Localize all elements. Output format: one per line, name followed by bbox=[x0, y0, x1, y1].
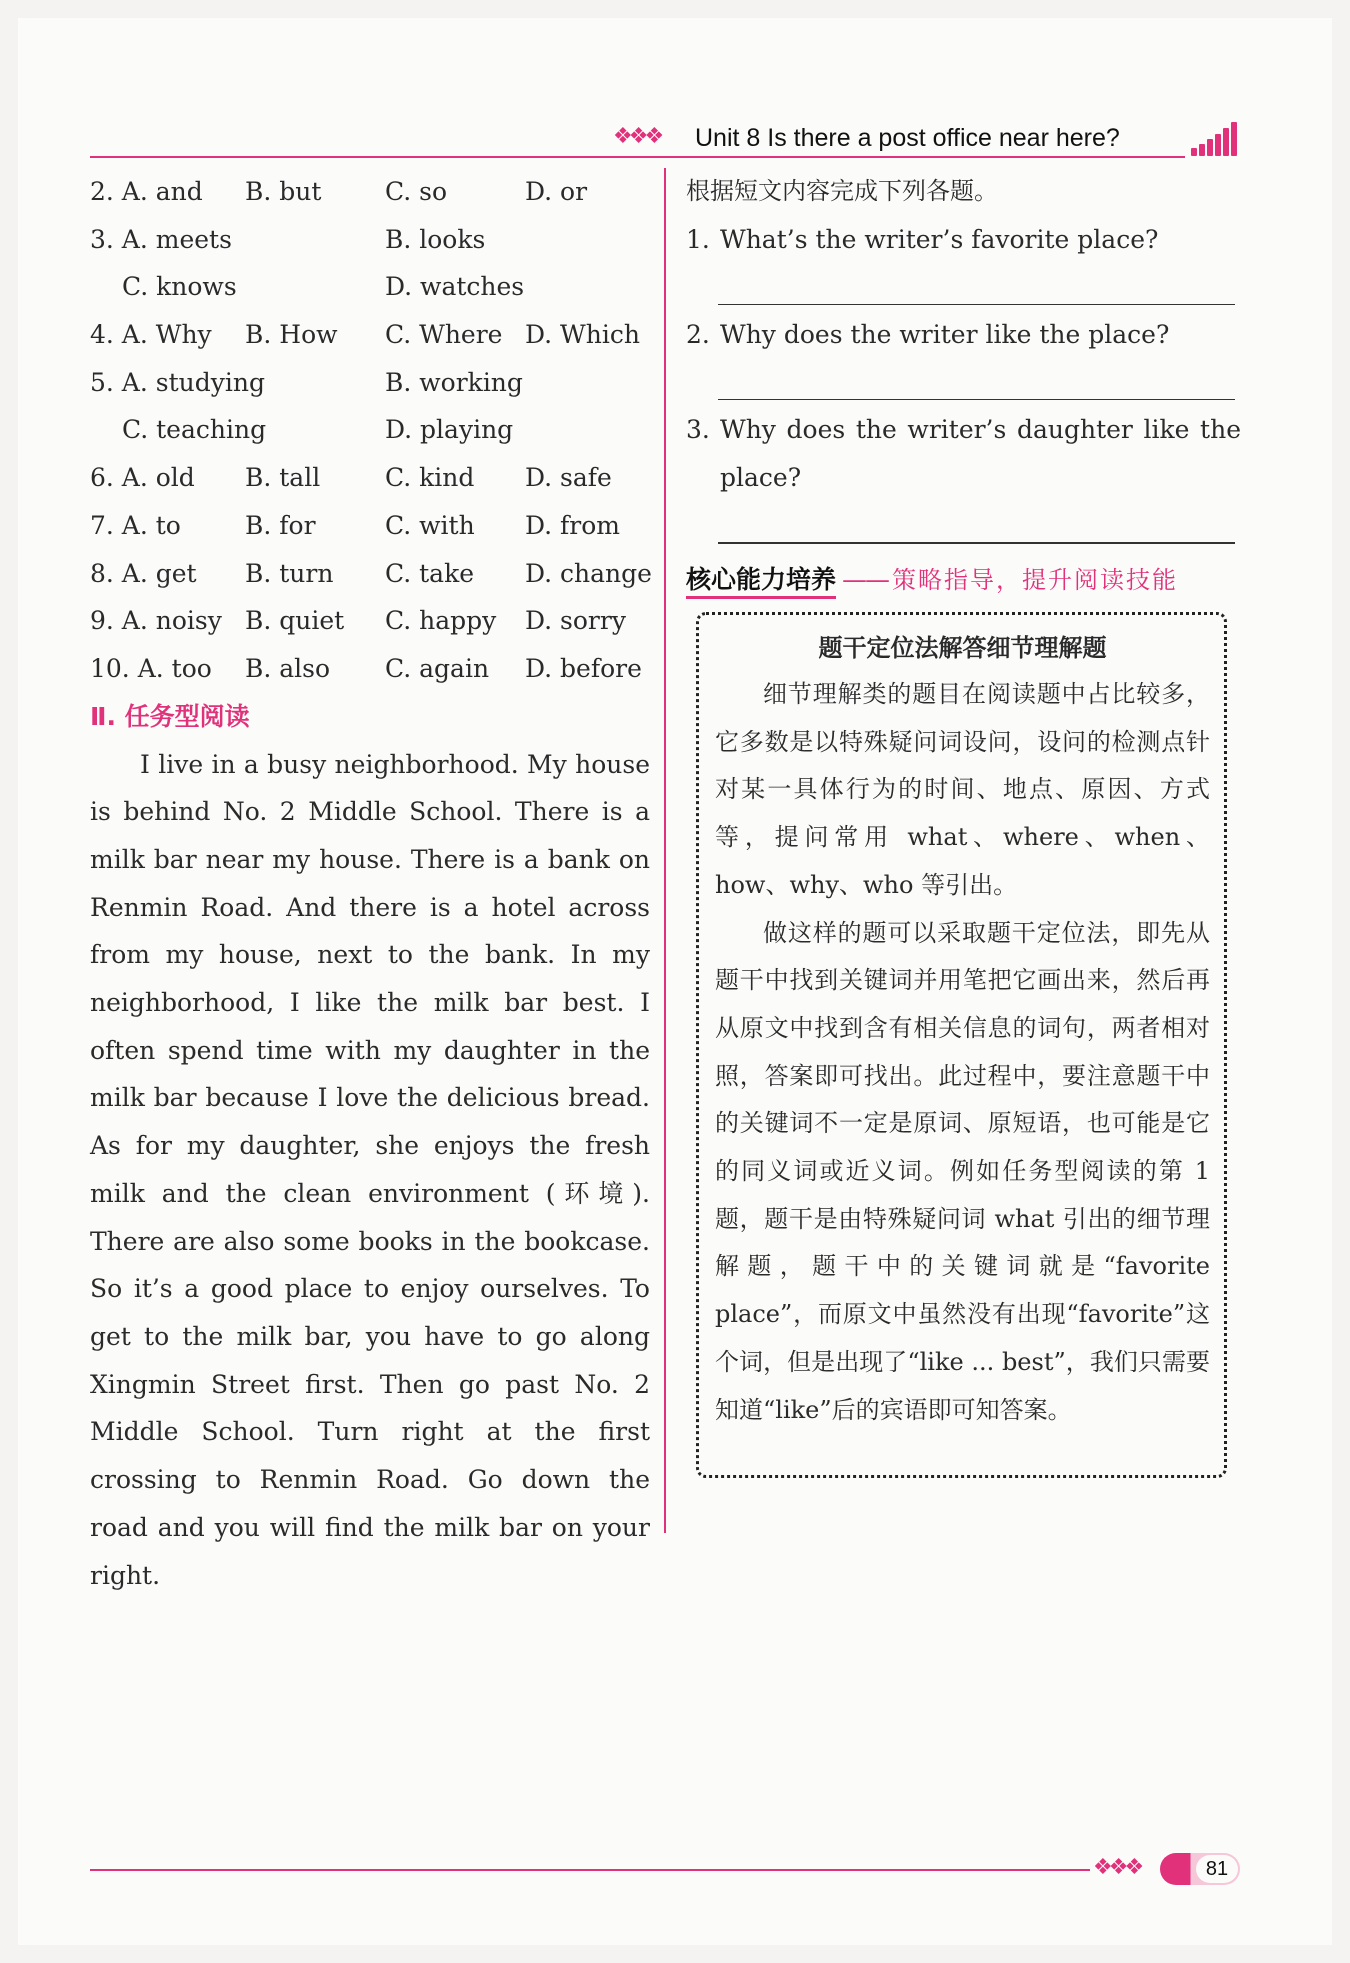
option-choice: 7. A. to bbox=[90, 510, 181, 540]
left-column bbox=[90, 168, 650, 1599]
core-dash: —— bbox=[842, 564, 889, 594]
option-choice: B. also bbox=[245, 653, 331, 683]
answer-line-2[interactable] bbox=[686, 359, 1241, 407]
option-choice: D. watches bbox=[385, 272, 525, 302]
option-row bbox=[90, 263, 650, 311]
header-rule bbox=[90, 156, 1185, 158]
options-list bbox=[90, 168, 650, 693]
option-choice: D. change bbox=[525, 558, 652, 588]
option-row bbox=[90, 311, 650, 359]
option-choice: D. from bbox=[525, 510, 621, 540]
signal-bars-icon bbox=[1187, 120, 1245, 156]
page-header bbox=[90, 118, 1245, 158]
option-choice: D. sorry bbox=[525, 606, 626, 636]
question-number: 2. bbox=[686, 320, 710, 350]
option-row bbox=[90, 168, 650, 216]
option-choice: B. for bbox=[245, 510, 316, 540]
option-row bbox=[90, 359, 650, 407]
option-choice: B. looks bbox=[385, 224, 486, 254]
unit-title: Unit 8 Is there a post office near here? bbox=[695, 124, 1120, 152]
option-choice: D. Which bbox=[525, 320, 640, 350]
option-choice: C. so bbox=[385, 177, 448, 206]
question-1 bbox=[686, 216, 1241, 311]
option-choice: D. playing bbox=[385, 415, 514, 445]
strategy-tip-box bbox=[696, 612, 1227, 1478]
option-choice: 3. A. meets bbox=[90, 224, 232, 254]
option-choice: 4. A. Why bbox=[90, 320, 212, 350]
tip-title: 题干定位法解答细节理解题 bbox=[818, 634, 1107, 662]
question-3 bbox=[686, 406, 1241, 549]
option-choice: B. but bbox=[245, 177, 322, 206]
option-choice: C. Where bbox=[385, 320, 503, 350]
footer-rule bbox=[90, 1869, 1090, 1871]
option-choice: 10. A. too bbox=[90, 653, 212, 683]
page-number: 81 bbox=[1196, 1855, 1238, 1883]
section-title: Ⅱ. 任务型阅读 bbox=[90, 701, 250, 731]
option-choice: 9. A. noisy bbox=[90, 606, 222, 636]
option-choice: C. happy bbox=[385, 606, 497, 636]
option-choice: B. How bbox=[245, 320, 338, 350]
option-choice: B. turn bbox=[245, 558, 334, 588]
question-text: What’s the writer’s favorite place? bbox=[720, 224, 1159, 254]
reading-passage bbox=[90, 741, 650, 1600]
tip-body bbox=[715, 671, 1210, 1434]
option-choice: C. again bbox=[385, 653, 490, 683]
option-row bbox=[90, 406, 650, 454]
option-choice: 6. A. old bbox=[90, 463, 195, 493]
answer-line-1[interactable] bbox=[686, 263, 1241, 311]
questions-intro: 根据短文内容完成下列各题。 bbox=[686, 177, 998, 205]
option-choice: 2. A. and bbox=[90, 177, 203, 206]
footer-arrows-icon: ❖❖❖ bbox=[1093, 1855, 1141, 1880]
option-choice: 5. A. studying bbox=[90, 367, 265, 397]
option-row bbox=[90, 597, 650, 645]
arrows-icon: ❖❖❖ bbox=[613, 124, 661, 149]
core-subtitle: 策略指导，提升阅读技能 bbox=[892, 565, 1179, 594]
option-choice: C. with bbox=[385, 510, 475, 540]
option-choice: D. safe bbox=[525, 463, 612, 493]
option-row bbox=[90, 550, 650, 598]
core-label: 核心能力培养 bbox=[686, 565, 836, 599]
option-row bbox=[90, 502, 650, 550]
option-choice: B. quiet bbox=[245, 606, 345, 636]
question-number: 1. bbox=[686, 224, 710, 254]
option-choice: C. teaching bbox=[122, 415, 267, 445]
option-row bbox=[90, 216, 650, 264]
tip-paragraph-1: 细节理解类的题目在阅读题中占比较多，它多数是以特殊疑问词设问，设问的检测点针对某一具体行为的时间、地点、原因、方式等，提问常用 what、where、when、how、why、who 等引出。 bbox=[715, 680, 1210, 899]
option-row bbox=[90, 645, 650, 693]
option-choice: 8. A. get bbox=[90, 558, 197, 588]
question-2 bbox=[686, 311, 1241, 406]
core-ability-heading bbox=[686, 556, 1241, 608]
option-choice: C. kind bbox=[385, 463, 475, 493]
question-text: Why does the writer like the place? bbox=[720, 320, 1170, 350]
option-choice: B. tall bbox=[245, 463, 321, 493]
right-column bbox=[686, 168, 1241, 1424]
tip-paragraph-2: 做这样的题可以采取题干定位法，即先从题干中找到关键词并用笔把它画出来，然后再从原文中找到含有相关信息的词句，两者相对照，答案即可找出。此过程中，要注意题干中的关键词不一定是原词、原短语，也可能是它的同义词或近义词。例如任务型阅读的第 1 题，题干是由特殊疑问词 what 引出的细节理解题，题干中的关键词就是“favorite place”，而原文中虽然没有出现“favorite”这个词，但是出现了“like ... best”，我们只需要知道“like”后的宾语即可知答案。 bbox=[715, 918, 1210, 1424]
option-choice: B. working bbox=[385, 367, 523, 397]
question-text: Why does the writer’s daughter like the place? bbox=[720, 415, 1241, 493]
option-choice: C. take bbox=[385, 558, 475, 588]
column-divider bbox=[664, 168, 666, 1533]
answer-line-3[interactable] bbox=[686, 502, 1241, 550]
question-number: 3. bbox=[686, 415, 710, 445]
option-choice: D. or bbox=[525, 177, 588, 206]
option-choice: D. before bbox=[525, 653, 642, 683]
option-choice: C. knows bbox=[122, 272, 237, 302]
option-row bbox=[90, 454, 650, 502]
passage-text: I live in a busy neighborhood. My house is behind No. 2 Middle School. There is a milk bar near my house. There is a bank on Renmin Road. And there is a hotel across from my house, next to the bank. In my neighborhood, I like the milk bar best. I often spend time with my daughter in the milk bar because I love the delicious bread. As for my daughter, she enjoys the fresh milk and the clean environment (环境). There are also some books in the bookcase. So it’s a good place to enjoy ourselves. To get to the milk bar, you have to go along Xingmin Street first. Then go past No. 2 Middle School. Turn right at the first crossing to Renmin Road. Go down the road and you will find the milk bar on your right. bbox=[90, 749, 650, 1590]
